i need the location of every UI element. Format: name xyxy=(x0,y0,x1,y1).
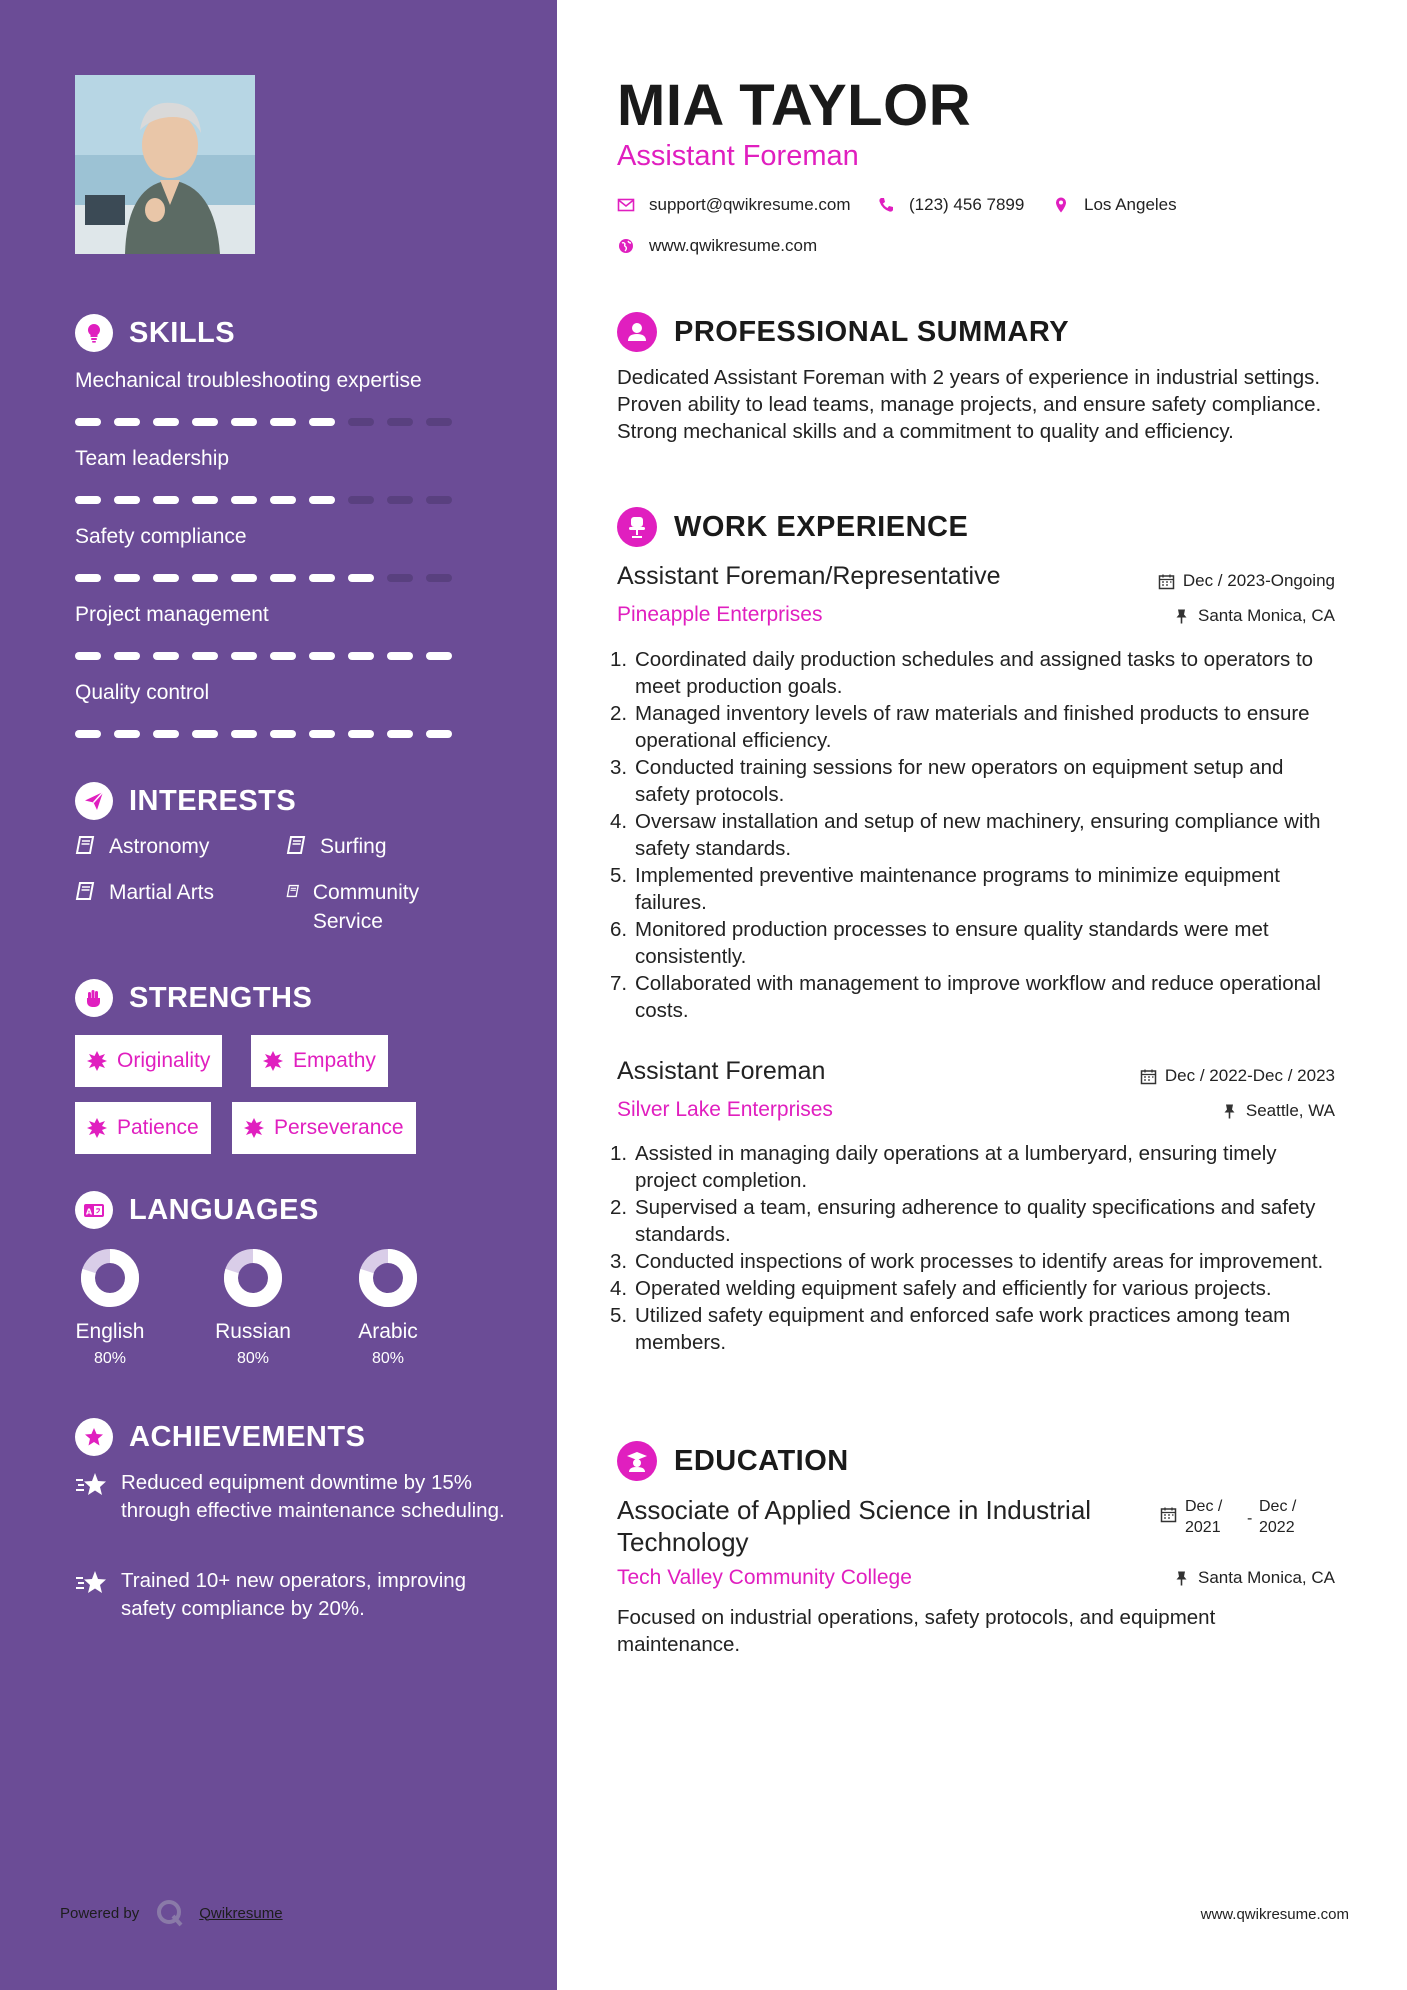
skill-dash-filled xyxy=(153,418,179,426)
summary-text: Dedicated Assistant Foreman with 2 years of experience in industrial settings. Proven ability to lead teams, manage projects, and ensure safety compliance. Strong mechanical skills and a commitment to quality and efficiency. xyxy=(617,366,1322,443)
skills-heading xyxy=(75,314,235,352)
language-item xyxy=(55,1246,165,1368)
job-title: Assistant Foreman/Representative xyxy=(617,562,1001,590)
list-item xyxy=(610,700,1340,754)
skill-dash-filled xyxy=(231,574,257,582)
strength-label: Empathy xyxy=(293,1049,376,1072)
interest-item xyxy=(286,832,387,861)
skill-dash-filled xyxy=(387,730,413,738)
skill-dash-empty xyxy=(426,496,452,504)
interests-heading xyxy=(75,782,296,820)
list-item xyxy=(610,754,1340,808)
skill-dash-empty xyxy=(426,418,452,426)
list-item xyxy=(610,808,1340,862)
burst-star-icon xyxy=(244,1118,264,1138)
book-icon xyxy=(75,880,97,902)
skill-dash-empty xyxy=(426,574,452,582)
star-badge-icon xyxy=(75,1418,113,1456)
language-name: Arabic xyxy=(358,1320,418,1343)
interest-label: Community Service xyxy=(312,881,420,933)
skill-rating xyxy=(75,496,455,504)
experience-title: WORK EXPERIENCE xyxy=(674,510,969,543)
book-icon xyxy=(286,834,308,856)
skill-dash-filled xyxy=(114,730,140,738)
skill-dash-filled xyxy=(153,496,179,504)
skill-dash-filled xyxy=(426,730,452,738)
bullet-text: Monitored production processes to ensure quality standards were met consistently. xyxy=(635,918,1269,968)
list-item xyxy=(610,1248,1340,1275)
interest-label: Surfing xyxy=(320,835,387,858)
skill-dash-filled xyxy=(75,574,101,582)
date-separator: - xyxy=(1247,1510,1253,1527)
contact-phone[interactable] xyxy=(877,195,1024,215)
list-number: 1. xyxy=(610,1142,628,1165)
skill-dash-filled xyxy=(153,574,179,582)
skill-dash-filled xyxy=(192,730,218,738)
experience-heading xyxy=(617,507,968,547)
skill-item xyxy=(75,524,455,582)
job-location-text: Santa Monica, CA xyxy=(1197,606,1335,625)
job-location xyxy=(1221,1101,1335,1121)
skill-dash-filled xyxy=(270,730,296,738)
language-donut xyxy=(356,1246,420,1310)
skill-dash-filled xyxy=(348,652,374,660)
list-number: 1. xyxy=(610,648,628,671)
skill-name: Quality control xyxy=(75,681,210,704)
skill-dash-empty xyxy=(387,418,413,426)
skill-item xyxy=(75,602,455,660)
summary-heading xyxy=(617,312,1069,352)
skill-dash-filled xyxy=(192,496,218,504)
skill-dash-filled xyxy=(270,418,296,426)
job-date xyxy=(1158,571,1335,591)
skill-dash-empty xyxy=(348,496,374,504)
bullet-text: Oversaw installation and setup of new machinery, ensuring compliance with safety standards. xyxy=(635,810,1321,860)
skill-dash-filled xyxy=(231,652,257,660)
powered-by xyxy=(60,1898,283,1928)
candidate-role: Assistant Foreman xyxy=(617,140,859,172)
skill-item xyxy=(75,446,455,504)
strength-badge xyxy=(251,1035,388,1087)
list-number: 7. xyxy=(610,972,628,995)
email-text: support@qwikresume.com xyxy=(649,195,851,214)
job-company: Pineapple Enterprises xyxy=(617,603,823,626)
job-date xyxy=(1140,1066,1335,1086)
language-donut xyxy=(221,1246,285,1310)
bullet-text: Utilized safety equipment and enforced safe work practices among team members. xyxy=(635,1304,1291,1354)
interest-item xyxy=(286,878,436,936)
list-item xyxy=(610,916,1340,970)
skill-name: Team leadership xyxy=(75,447,230,470)
list-item xyxy=(610,1302,1340,1356)
globe-icon xyxy=(617,237,635,255)
burst-star-icon xyxy=(87,1118,107,1138)
pushpin-icon xyxy=(1173,608,1190,625)
interests-title: INTERESTS xyxy=(129,784,297,817)
skill-name: Mechanical troubleshooting expertise xyxy=(75,369,422,392)
skill-name: Safety compliance xyxy=(75,525,247,548)
job-bullets xyxy=(610,1140,1340,1356)
skill-dash-filled xyxy=(114,574,140,582)
skill-dash-filled xyxy=(309,496,335,504)
contact-email[interactable] xyxy=(617,195,851,215)
skill-dash-filled xyxy=(192,652,218,660)
skill-dash-filled xyxy=(153,652,179,660)
calendar-icon xyxy=(1158,573,1175,590)
skill-name: Project management xyxy=(75,603,269,626)
pushpin-icon xyxy=(1221,1103,1238,1120)
shooting-star-icon xyxy=(75,1471,107,1499)
list-item xyxy=(610,970,1340,1024)
strength-label: Patience xyxy=(117,1116,199,1139)
education-description: Focused on industrial operations, safety protocols, and equipment maintenance. xyxy=(617,1606,1216,1656)
bullet-text: Supervised a team, ensuring adherence to quality specifications and safety standards. xyxy=(635,1196,1316,1246)
strength-badge xyxy=(75,1102,211,1154)
qwikresume-link[interactable]: Qwikresume xyxy=(199,1904,283,1922)
bullet-text: Operated welding equipment safely and efficiently for various projects. xyxy=(635,1277,1272,1300)
education-heading xyxy=(617,1441,849,1481)
sidebar xyxy=(0,0,557,1990)
school-name: Tech Valley Community College xyxy=(617,1566,912,1589)
bullet-text: Conducted inspections of work processes to identify areas for improvement. xyxy=(635,1250,1324,1273)
education-title: EDUCATION xyxy=(674,1444,849,1477)
interest-item xyxy=(75,832,209,861)
list-number: 4. xyxy=(610,810,628,833)
start-month: Dec / xyxy=(1185,1498,1223,1515)
user-icon xyxy=(617,312,657,352)
list-item xyxy=(610,862,1340,916)
strength-label: Originality xyxy=(117,1049,211,1072)
job-date-text: Dec / 2022-Dec / 2023 xyxy=(1164,1066,1335,1085)
summary-title: PROFESSIONAL SUMMARY xyxy=(674,315,1070,348)
achievements-heading xyxy=(75,1418,365,1456)
website-text: www.qwikresume.com xyxy=(649,236,818,255)
skill-dash-filled xyxy=(309,730,335,738)
calendar-icon xyxy=(1160,1506,1177,1523)
language-percent: 80% xyxy=(371,1350,405,1367)
skill-dash-filled xyxy=(231,418,257,426)
interest-item xyxy=(75,878,214,907)
list-number: 4. xyxy=(610,1277,628,1300)
skill-rating xyxy=(75,730,455,738)
skill-dash-filled xyxy=(309,652,335,660)
shooting-star-icon xyxy=(75,1569,107,1597)
burst-star-icon xyxy=(87,1051,107,1071)
list-number: 3. xyxy=(610,756,628,779)
education-location xyxy=(1173,1568,1335,1588)
strengths-title: STRENGTHS xyxy=(129,981,313,1014)
strength-badge xyxy=(232,1102,416,1154)
skill-dash-filled xyxy=(231,496,257,504)
languages-title: LANGUAGES xyxy=(129,1193,319,1226)
skill-dash-filled xyxy=(309,418,335,426)
bullet-text: Collaborated with management to improve workflow and reduce operational costs. xyxy=(635,972,1321,1022)
bullet-text: Managed inventory levels of raw materials and finished products to ensure operational efficiency. xyxy=(635,702,1310,752)
skill-dash-filled xyxy=(387,652,413,660)
fist-icon xyxy=(75,979,113,1017)
skill-dash-filled xyxy=(75,730,101,738)
skill-dash-filled xyxy=(270,496,296,504)
phone-text: (123) 456 7899 xyxy=(909,195,1025,214)
skill-dash-filled xyxy=(192,574,218,582)
job-title: Assistant Foreman xyxy=(617,1057,826,1085)
list-number: 2. xyxy=(610,1196,628,1219)
list-item xyxy=(610,1140,1340,1194)
translate-icon xyxy=(75,1191,113,1229)
interest-label: Astronomy xyxy=(109,835,210,858)
strength-label: Perseverance xyxy=(274,1116,404,1139)
location-text: Los Angeles xyxy=(1084,195,1177,214)
skill-dash-empty xyxy=(387,574,413,582)
achievement-item xyxy=(75,1469,515,1525)
language-donut xyxy=(78,1246,142,1310)
job-location xyxy=(1173,606,1335,626)
start-year: 2021 xyxy=(1185,1519,1221,1536)
map-pin-icon xyxy=(1052,196,1070,214)
language-item xyxy=(198,1246,308,1368)
list-number: 2. xyxy=(610,702,628,725)
skill-dash-filled xyxy=(75,652,101,660)
education-start xyxy=(1185,1496,1247,1538)
language-percent: 80% xyxy=(93,1350,127,1367)
language-percent: 80% xyxy=(236,1350,270,1367)
skill-dash-filled xyxy=(75,418,101,426)
profile-photo-image xyxy=(75,75,255,254)
languages-heading xyxy=(75,1191,319,1229)
envelope-icon xyxy=(617,196,635,214)
skill-dash-empty xyxy=(387,496,413,504)
list-item xyxy=(610,1194,1340,1248)
lightbulb-icon xyxy=(75,314,113,352)
job-company: Silver Lake Enterprises xyxy=(617,1098,833,1121)
bullet-text: Coordinated daily production schedules and assigned tasks to operators to meet production goals. xyxy=(635,648,1314,698)
footer-website[interactable]: www.qwikresume.com xyxy=(1200,1906,1349,1923)
interest-label: Martial Arts xyxy=(109,881,215,904)
paper-plane-icon xyxy=(75,782,113,820)
list-number: 3. xyxy=(610,1250,628,1273)
skill-dash-filled xyxy=(114,652,140,660)
bullet-text: Assisted in managing daily operations at a lumberyard, ensuring timely project completion. xyxy=(635,1142,1277,1192)
svg-text:A: A xyxy=(85,1207,93,1217)
skill-dash-filled xyxy=(114,418,140,426)
skill-rating xyxy=(75,652,455,660)
pushpin-icon xyxy=(1173,1570,1190,1587)
candidate-name: MIA TAYLOR xyxy=(617,73,972,138)
skill-dash-filled xyxy=(426,652,452,660)
skill-rating xyxy=(75,574,455,582)
book-icon xyxy=(286,880,301,902)
skill-dash-filled xyxy=(192,418,218,426)
skill-dash-empty xyxy=(348,418,374,426)
skill-dash-filled xyxy=(270,652,296,660)
phone-icon xyxy=(877,196,895,214)
book-icon xyxy=(75,834,97,856)
end-month: Dec / xyxy=(1259,1498,1297,1515)
graduate-icon xyxy=(617,1441,657,1481)
job-location-text: Seattle, WA xyxy=(1245,1101,1335,1120)
contact-website[interactable] xyxy=(617,236,817,256)
bullet-text: Implemented preventive maintenance programs to minimize equipment failures. xyxy=(635,864,1280,914)
language-name: English xyxy=(75,1320,145,1343)
burst-star-icon xyxy=(263,1051,283,1071)
skill-item xyxy=(75,368,455,426)
bullet-text: Conducted training sessions for new operators on equipment setup and safety protocols. xyxy=(635,756,1284,806)
job-bullets xyxy=(610,646,1340,1024)
calendar-icon xyxy=(1140,1068,1157,1085)
end-year: 2022 xyxy=(1259,1519,1295,1536)
skill-dash-filled xyxy=(270,574,296,582)
degree-title: Associate of Applied Science in Industrial Technology xyxy=(617,1495,1092,1557)
strengths-heading xyxy=(75,979,312,1017)
list-item xyxy=(610,646,1340,700)
powered-by-label: Powered by xyxy=(60,1904,140,1922)
language-item xyxy=(333,1246,443,1368)
education-end xyxy=(1259,1496,1321,1538)
skill-item xyxy=(75,680,455,738)
list-number: 5. xyxy=(610,1304,628,1327)
achievement-item xyxy=(75,1567,515,1623)
skill-dash-filled xyxy=(309,574,335,582)
language-name: Russian xyxy=(215,1320,291,1343)
skill-dash-filled xyxy=(75,496,101,504)
office-chair-icon xyxy=(617,507,657,547)
skill-dash-filled xyxy=(348,574,374,582)
skill-rating xyxy=(75,418,455,426)
skill-dash-filled xyxy=(231,730,257,738)
skill-dash-filled xyxy=(153,730,179,738)
contact-location xyxy=(1052,195,1177,215)
achievement-text: Trained 10+ new operators, improving safety compliance by 20%. xyxy=(121,1569,467,1620)
job-date-text: Dec / 2023-Ongoing xyxy=(1182,571,1335,590)
skill-dash-filled xyxy=(348,730,374,738)
profile-photo xyxy=(75,75,255,254)
achievements-title: ACHIEVEMENTS xyxy=(129,1420,366,1453)
skill-dash-filled xyxy=(114,496,140,504)
education-location-text: Santa Monica, CA xyxy=(1197,1568,1335,1587)
list-number: 5. xyxy=(610,864,628,887)
strength-badge xyxy=(75,1035,222,1087)
achievement-text: Reduced equipment downtime by 15% through effective maintenance scheduling. xyxy=(121,1471,505,1522)
list-number: 6. xyxy=(610,918,628,941)
qwikresume-logo-icon xyxy=(155,1898,185,1928)
skills-title: SKILLS xyxy=(129,316,236,349)
education-date xyxy=(1160,1496,1321,1538)
list-item xyxy=(610,1275,1340,1302)
